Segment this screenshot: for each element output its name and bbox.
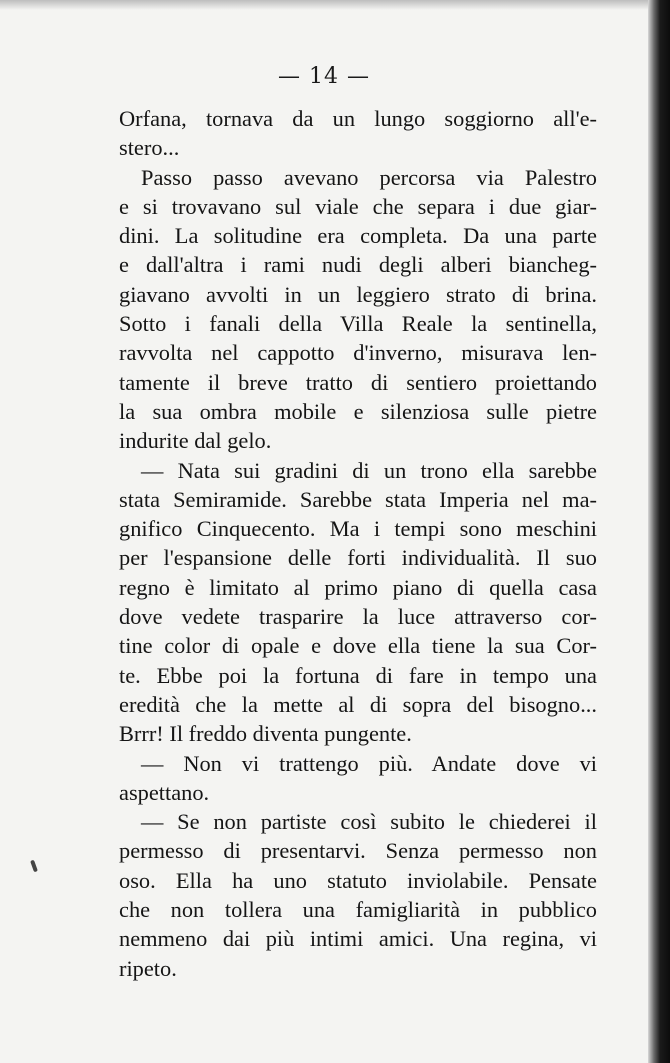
text-line: tine color di opale e dove ella tiene la sua Cor-: [119, 633, 597, 659]
text-body: [119, 104, 597, 983]
text-line: Brrr! Il freddo diventa pungente.: [119, 721, 412, 747]
text-line: stero...: [119, 135, 180, 161]
text-line: — Non vi trattengo più. Andate dove vi: [141, 750, 597, 776]
text-line: gnifico Cinquecento. Ma i tempi sono meschini: [119, 516, 597, 542]
text-line: Sotto i fanali della Villa Reale la sentinella,: [119, 311, 597, 337]
text-line: tamente il breve tratto di sentiero proiettando: [119, 369, 597, 395]
text-line: che non tollera una famigliarità in pubblico: [119, 897, 597, 923]
text-line: dini. La solitudine era completa. Da una parte: [119, 223, 597, 249]
text-line: dove vedete trasparire la luce attraverso cor-: [119, 604, 597, 630]
text-line: Orfana, tornava da un lungo soggiorno all'e-: [119, 106, 597, 131]
page-number: — 14 —: [278, 64, 370, 89]
text-line: — Nata sui gradini di un trono ella sarebbe: [141, 457, 597, 483]
text-line: giavano avvolti in un leggiero strato di brina.: [119, 281, 597, 307]
text-line: nemmeno dai più intimi amici. Una regina, vi: [119, 926, 597, 952]
text-line: — Se non partiste così subito le chiederei il: [141, 809, 597, 835]
text-line: la sua ombra mobile e silenziosa sulle pietre: [119, 398, 597, 424]
text-line: indurite dal gelo.: [119, 428, 272, 454]
ink-speck: [30, 860, 38, 873]
text-line: permesso di presentarvi. Senza permesso non: [119, 838, 597, 864]
text-line: Passo passo avevano percorsa via Palestro: [141, 164, 597, 190]
text-line: regno è limitato al primo piano di quella casa: [119, 574, 597, 600]
text-line: ravvolta nel cappotto d'inverno, misurava len-: [119, 340, 597, 366]
text-line: aspettano.: [119, 779, 210, 805]
text-line: ripeto.: [119, 955, 177, 981]
text-line: e dall'altra i rami nudi degli alberi biancheg-: [119, 252, 597, 278]
text-line: eredità che la mette al di sopra del bisogno...: [119, 691, 597, 717]
text-line: e si trovavano sul viale che separa i due giar-: [119, 193, 597, 219]
page-top-shadow: [0, 0, 648, 10]
text-line: oso. Ella ha uno statuto inviolabile. Pensate: [119, 867, 597, 893]
text-line: stata Semiramide. Sarebbe stata Imperia nel ma-: [119, 486, 597, 512]
text-line: te. Ebbe poi la fortuna di fare in tempo una: [119, 662, 597, 688]
page-binding-edge: [648, 0, 670, 1063]
text-line: per l'espansione delle forti individualità. Il suo: [119, 545, 597, 571]
